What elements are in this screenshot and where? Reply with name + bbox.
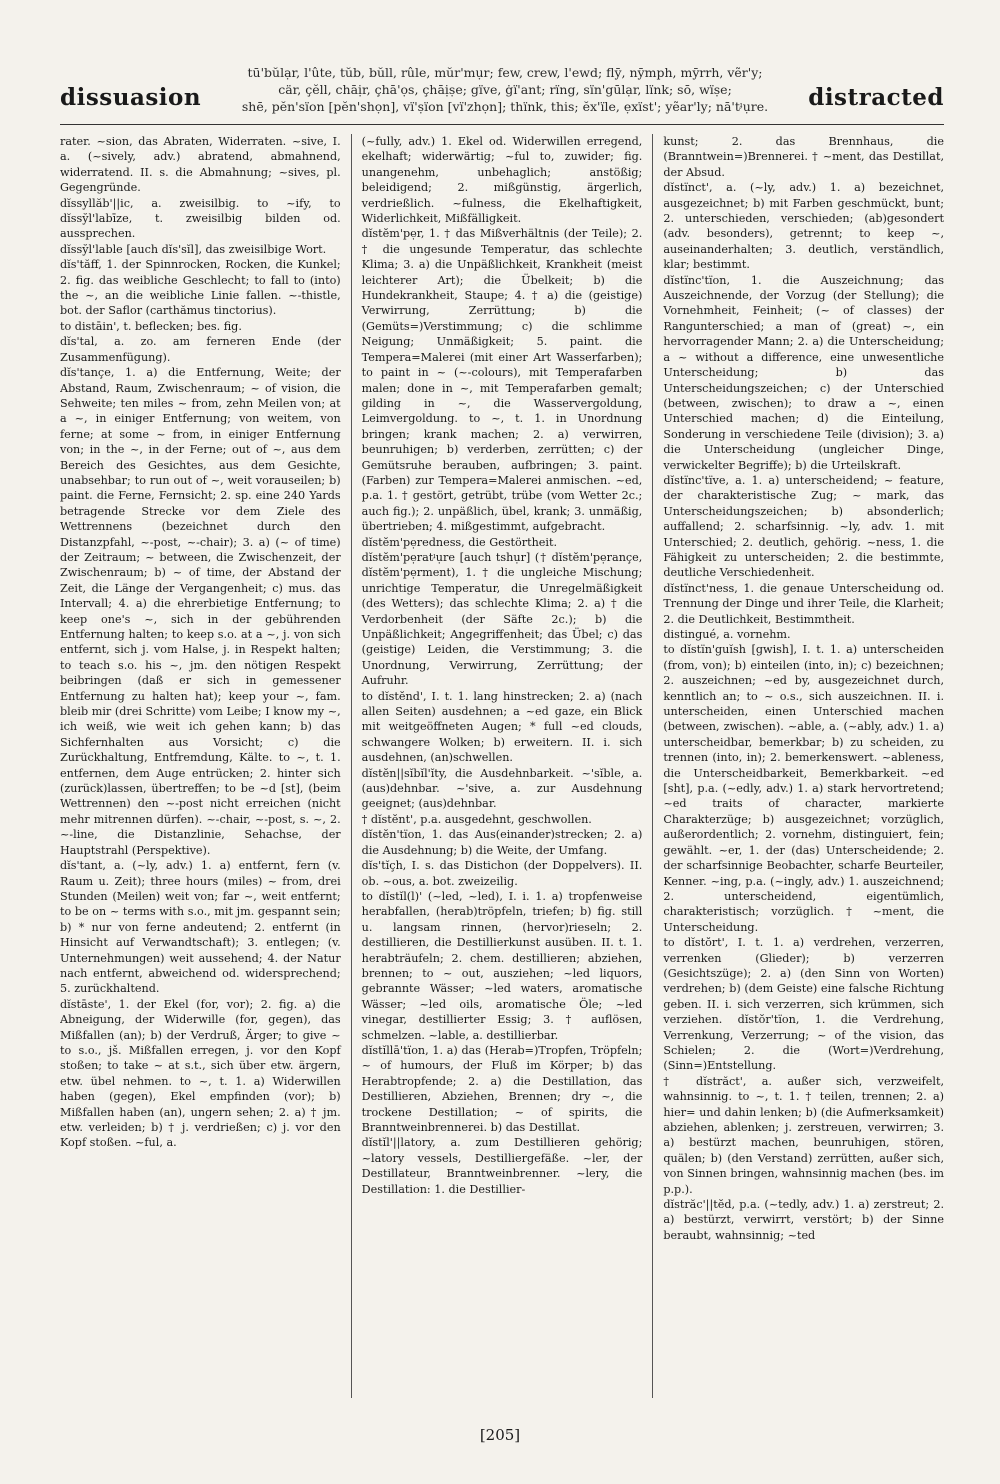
dictionary-entry: dĭstrăc'||tĕd, p.a. (~tedly, adv.) 1. a) zerstreut; 2. a) bestürzt, verwirrt, verstört; b) der Sinne beraubt, wahnsinnig; ~ted: [663, 1198, 945, 1242]
pronunciation-line: shē, pĕn'sïon [pĕn'shọn], vï'ṣïon [vï'zhọn]; thïnk, this; ĕx'ïle, ẹxïst'; yẽar'ly; nā'tᶡụre.: [241, 99, 769, 114]
dictionary-entry: (~fully, adv.) 1. Ekel od. Widerwillen erregend, ekelhaft; widerwärtig; ~ful to, zuwider; fig. unangenehm, unbehaglich; anstößig; beleidigend; 2. mißgünstig, ärgerlich, verdrießlich. ~fulness, die Ekelhaftigkeit, Widerlichkeit, Mißfälligkeit.: [361, 135, 643, 226]
column-2: [351, 134, 653, 1398]
dictionary-entry: dĭstïnct', a. (~ly, adv.) 1. a) bezeichnet, ausgezeichnet; b) mit Farben geschmückt, bunt; 2. unterschieden, verschieden; (ab)gesondert (adv. besonders), getrennt; to keep ~, auseinanderhalten; 3. deutlich, verständlich, klar; bestimmt.: [663, 181, 945, 272]
dictionary-entry: dĭstĕn'tïon, 1. das Aus(einander)strecken; 2. a) die Ausdehnung; b) die Weite, der Umfang.: [361, 828, 643, 857]
dictionary-entry: to dĭstĭl(l)' (~led, ~led), I. i. 1. a) tropfenweise herabfallen, (herab)tröpfeln, triefen; b) fig. still u. langsam rinnen, (hervor)rieseln; 2. destillieren, die Destillierkunst ausüben. II. t. 1. herabträufeln; 2. chem. destillieren; abziehen, brennen; to ~ out, ausziehen; ~led liquors, gebrannte Wässer; ~led waters, aromatische Wässer; ~led oils, aromatische Öle; ~led vinegar, destillierter Essig; 3. † auflösen, schmelzen. ~lable, a. destillierbar.: [361, 889, 643, 1042]
dictionary-entry: to dĭstŏrt', I. t. 1. a) verdrehen, verzerren, verrenken (Glieder); b) verzerren (Gesichtszüge); 2. a) (den Sinn von Worten) verdrehen; b) (dem Geiste) eine falsche Richtung geben. II. i. sich verzerren, sich krümmen, sich verziehen. dĭstŏr'tïon, 1. die Verdrehung, Verrenkung, Verzerrung; ~ of the vision, das Schielen; 2. die (Wort=)Verdrehung, (Sinn=)Entstellung.: [663, 936, 945, 1073]
dictionary-entry: to distāin', t. beflecken; bes. fig.: [60, 319, 242, 333]
dictionary-entry: to dĭstĕnd', I. t. 1. lang hinstrecken; 2. a) (nach allen Seiten) ausdehnen; a ~ed gaze, ein Blick mit weitgeöffneten Augen; * full ~ed clouds, schwangere Wolken; b) erweitern. II. i. sich ausdehnen, (an)schwellen.: [361, 689, 643, 765]
dictionary-entry: † dĭstrăct', a. außer sich, verzweifelt, wahnsinnig. to ~, t. 1. † teilen, trennen; 2. a) hier= und dahin lenken; b) (die Aufmerksamkeit) abziehen, ablenken; j. zerstreuen, verwirren; 3. a) bestürzt machen, beunruhigen, stören, quälen; b) (den Verstand) zerrütten, außer sich, von Sinnen bringen, wahnsinnig machen (bes. im p.p.).: [663, 1074, 945, 1196]
dictionary-entry: rater. ~sion, das Abraten, Widerraten. ~sive, I. a. (~sively, adv.) abratend, abmahnend, widerratend. II. s. die Abmahnung; ~sives, pl. Gegengründe.: [60, 135, 341, 195]
column-1: [60, 134, 351, 1398]
pronunciation-line: cär, çĕll, chāịr, çhā'ọs, çhāịṣe; gïve, ġï'ant; rïng, sïn'gūlạr, lïnk; sō, wïṣe;: [278, 82, 732, 97]
dictionary-entry: dĭstĕn||sĭbĭl'ĭty, die Ausdehnbarkeit. ~'sĭble, a. (aus)dehnbar. ~'sive, a. zur Ausdehnung geeignet; (aus)dehnbar.: [361, 766, 643, 811]
entry-columns: [60, 134, 944, 1398]
dictionary-entry: dĭstĕm'pẹredness, die Gestörtheit.: [361, 535, 558, 549]
dictionary-entry: † dĭstĕnt', p.a. ausgedehnt, geschwollen.: [361, 812, 592, 826]
page-number: [205]: [479, 1426, 521, 1444]
dictionary-entry: dĭs'tăff, 1. der Spinnrocken, Rocken, die Kunkel; 2. fig. das weibliche Geschlecht; to fall to (into) the ~, an die weibliche Linie fallen. ~-thistle, bot. der Saflor (carthămus tinctorius).: [60, 258, 341, 318]
dictionary-entry: to dĭstïn'guĭsh [gwish], I. t. 1. a) unterscheiden (from, von); b) einteilen (into, in); c) bezeichnen; 2. auszeichnen; ~ed by, ausgezeichnet durch, kenntlich an; to ~ o.s., sich auszeichnen. II. i. unterscheiden, einen Unterschied machen (between, zwischen). ~able, a. (~ably, adv.) 1. a) unterscheidbar, bemerkbar; b) zu scheiden, zu trennen (into, in); 2. bemerkenswert. ~ableness, die Unterscheidbarkeit, Bemerkbarkeit. ~ed [sht], p.a. (~edly, adv.) 1. a) stark hervortretend; ~ed traits of character, markierte Charakterzüge; b) ausgezeichnet; vorzüglich, außerordentlich; 2. vornehm, distinguiert, fein; gewählt. ~er, 1. der (das) Unterscheidende; 2. der scharfsinnige Beobachter, scharfe Beurteiler, Kenner. ~ing, p.a. (~ingly, adv.) 1. auszeichnend; 2. unterscheidend, eigentümlich, charakteristisch; vorzüglich. † ~ment, die Unterscheidung.: [663, 643, 945, 934]
pronunciation-line: tū'bŭlạr, l'ûte, tŭb, bŭll, rûle, mŭr'mụr; few, crew, l'ewd; flȳ, nȳmph, mȳrrh, vẽr'y;: [247, 65, 763, 80]
dictionary-entry: dĭstïnct'ness, 1. die genaue Unterscheidung od. Trennung der Dinge und ihrer Teile, die Klarheit; 2. die Deutlichkeit, Bestimmtheit.: [663, 581, 945, 626]
dictionary-entry: dĭstĕm'pẹratᶡụre [auch tshụr] († dĭstĕm'pẹrançe, dĭstĕm'pẹrment), 1. † die ungleiche Mischung; unrichtige Temperatur, die Unregelmäßigkeit (des Wetters); das schlechte Klima; 2. a) † die Verdorbenheit (der Säfte 2c.); b) die Unpäßlichkeit; Angegriffenheit; das Übel; c) das (geistige) Leiden, die Verstimmung; 3. die Unordnung, Verwirrung, Zerrüttung; der Aufruhr.: [361, 550, 643, 688]
dictionary-entry: dĭstïnc'tïve, a. 1. a) unterscheidend; ~ feature, der charakteristische Zug; ~ mark, das Unterscheidungszeichen; b) absonderlich; auffallend; 2. scharfsinnig. ~ly, adv. 1. mit Unterschied; 2. deutlich, gehörig. ~ness, 1. die Fähigkeit zu unterscheiden; 2. die bestimmte, deutliche Verschiedenheit.: [663, 473, 945, 580]
dictionary-entry: dĭstĭllā'tïon, 1. a) das (Herab=)Tropfen, Tröpfeln; ~ of humours, der Fluß im Körper; b) das Herabtropfende; 2. a) die Destillation, das Destillieren, Abziehen, Brennen; dry ~, die trockene Destillation; ~ of spirits, die Branntweinbrennerei. b) das Destillat.: [361, 1043, 643, 1134]
dictionary-entry: dĭssyllăb'||ic, a. zweisilbig. to ~ify, to dĭssy̆l'labīze, t. zweisilbig bilden od. aussprechen.: [60, 196, 341, 241]
running-head-left: dissuasion: [60, 84, 202, 111]
column-3: [652, 134, 944, 1398]
dictionary-entry: distingué, a. vornehm.: [663, 628, 791, 641]
dictionary-entry: dĭs'tant, a. (~ly, adv.) 1. a) entfernt, fern (v. Raum u. Zeit); three hours (miles) ~ from, drei Stunden (Meilen) weit von; far ~, weit entfernt; to be on ~ terms with s.o., mit jm. gespannt sein; b) * nur von ferne andeutend; 2. entfernt (in Hinsicht auf Verwandtschaft); 3. entlegen; (v. Unternehmungen) weit aussehend; 4. der Natur nach entfernt, abweichend od. widersprechend; 5. zurückhaltend.: [60, 859, 341, 996]
dictionary-entry: dĭs'tançe, 1. a) die Entfernung, Weite; der Abstand, Raum, Zwischenraum; ~ of vision, die Sehweite; ten miles ~ from, zehn Meilen von; at a ~, in einiger Entfernung; von weitem, von ferne; at some ~ from, in einiger Entfernung von; in the ~, in der Ferne; out of ~, aus dem Bereich des Gesichtes, aus dem Gesichte, unabsehbar; to run out of ~, weit vorauseilen; b) paint. die Ferne, Fernsicht; 2. sp. eine 240 Yards betragende Strecke vor dem Ziele des Wettrennens (bezeichnet durch den Distanzpfahl, ~-post, ~-chair); 3. a) (~ of time) der Zeitraum; ~ between, die Zwischenzeit, der Zwischenraum; b) ~ of time, der Abstand der Zeit, die Länge der Vergangenheit; c) mus. das Intervall; 4. a) die ehrerbietige Entfernung; to keep one's ~, sich in der gebührenden Entfernung halten; to keep s.o. at a ~, j. von sich entfernt, sich j. vom Halse, j. in Respekt halten; to teach s.o. his ~, jm. den nötigen Respekt beibringen (daß er sich in gemessener Entfernung zu halten hat); keep your ~, fam. bleib mir (drei Schritte) vom Leibe; I know my ~, ich weiß, wie weit ich gehen kann; b) das Sichfernhalten aus Vorsicht; c) die Zurückhaltung, Entfremdung, Kälte. to ~, t. 1. entfernen, dem Auge entrücken; 2. hinter sich (zurück)lassen, übertreffen; to be ~d [st], (beim Wettrennen) den ~-post nicht erreichen (nicht mehr mitrennen dürfen). ~-chair, ~-post, s. ~, 2. ~-line, die Distanzlinie, Sehachse, der Hauptstrahl (Perspektive).: [60, 366, 341, 857]
dictionary-entry: dĭstāste', 1. der Ekel (for, vor); 2. fig. a) die Abneigung, der Widerwille (for, gegen), das Mißfallen (an); b) der Verdruß, Ärger; to give ~ to s.o., jš. Mißfallen erregen, j. vor den Kopf stoßen; to take ~ at s.t., sich über etw. ärgern, etw. übel nehmen. to ~, t. 1. a) Widerwillen haben (gegen), Ekel empfinden (vor); b) Mißfallen haben (an), ungern sehen; 2. a) † jm. etw. verleiden; b) † j. verdrießen; c) j. vor den Kopf stoßen. ~ful, a.: [60, 997, 341, 1150]
dictionary-entry: dĭs'tal, a. zo. am ferneren Ende (der Zusammenfügung).: [60, 335, 341, 364]
dictionary-entry: dĭs'tĭçh, I. s. das Distichon (der Doppelvers). II. ob. ~ous, a. bot. zweizeilig.: [361, 859, 643, 888]
header-rule: [60, 124, 944, 125]
dictionary-entry: kunst; 2. das Brennhaus, die (Branntwein=)Brennerei. † ~ment, das Destillat, der Absud.: [663, 135, 945, 179]
running-head-right: distracted: [808, 84, 944, 111]
dictionary-entry: dĭstĕm'pẹr, 1. † das Mißverhältnis (der Teile); 2. † die ungesunde Temperatur, das schlechte Klima; 3. a) die Unpäßlichkeit, Krankheit (meist leichterer Art); die Übelkeit; b) die Hundekrankheit, Staupe; 4. † a) die (geistige) Verwirrung, Zerrüttung; b) die (Gemüts=)Verstimmung; c) die schlimme Neigung; Unmäßigkeit; 5. paint. die Tempera=Malerei (mit einer Art Wasserfarben); to paint in ~ (~-colours), mit Temperafarben malen; done in ~, mit Temperafarben gemalt; gilding in ~, die Wasservergoldung, Leimvergoldung. to ~, t. 1. in Unordnung bringen; krank machen; 2. a) verwirren, beunruhigen; b) verderben, zerrütten; c) der Gemütsruhe berauben, aufbringen; 3. paint. (Farben) zur Tempera=Malerei anmischen. ~ed, p.a. 1. † gestört, getrübt, trübe (vom Wetter 2c.; auch fig.); 2. unpäßlich, übel, krank; 3. unmäßig, übertrieben; 4. mißgestimmt, aufgebracht.: [361, 227, 643, 534]
dictionary-entry: dĭssy̆l'lable [auch dĭs'sĭl], das zweisilbige Wort.: [60, 242, 327, 256]
dictionary-entry: dĭstïnc'tïon, 1. die Auszeichnung; das Auszeichnende, der Vorzug (der Stellung); die Vornehmheit, Feinheit; (~ of classes) der Rangunterschied; a man of (great) ~, ein hervorragender Mann; 2. a) die Unterscheidung; a ~ without a difference, eine unwesentliche Unterscheidung; b) das Unterscheidungszeichen; c) der Unterschied (between, zwischen); to draw a ~, einen Unterschied machen; d) die Einteilung, Sonderung in verschiedene Teile (division); 3. a) die Unterscheidung (ungleicher Dinge, verwickelter Begriffe); b) die Urteilskraft.: [663, 273, 945, 472]
pronunciation-key: [210, 64, 800, 115]
dictionary-entry: dĭstĭl'||latory, a. zum Destillieren gehörig; ~latory vessels, Destilliergefäße. ~ler, der Destillateur, Branntweinbrenner. ~lery, die Destillation: 1. die Destillier-: [361, 1136, 643, 1196]
